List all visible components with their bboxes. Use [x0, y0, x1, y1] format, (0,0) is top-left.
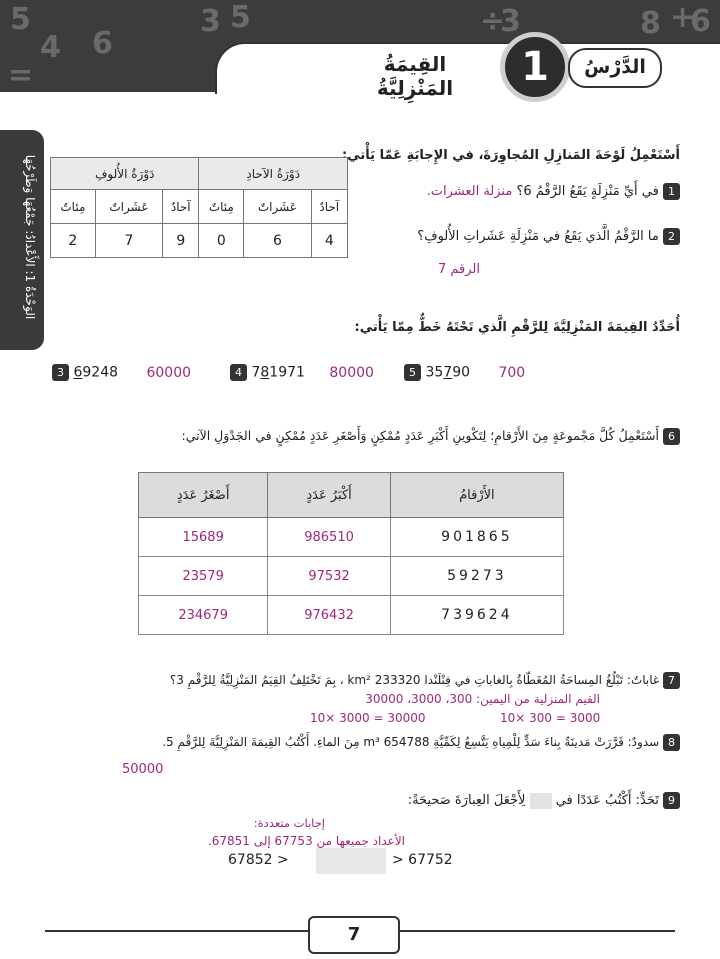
value-cell: 6	[244, 224, 311, 258]
question-2	[417, 228, 680, 245]
question-number: 1	[663, 183, 680, 200]
question-number: 5	[404, 364, 421, 381]
answer-q9-line2: الأعداد جميعها من 67753 إلى 67851.	[207, 834, 405, 848]
underlined-digit: 6	[73, 364, 83, 381]
number-prefix: 7	[251, 364, 261, 381]
deco-digit: 3	[500, 4, 521, 39]
digits-table	[138, 472, 564, 635]
question-8	[162, 734, 680, 751]
group-header-ones: دَوْرَةُ الآحادِ	[199, 158, 348, 190]
unit-side-text	[18, 127, 42, 347]
deco-digit: 3	[200, 4, 221, 39]
question-text-b: لِأَجْعَلَ العِبارَةَ صَحيحَةً:	[407, 793, 526, 808]
smallest-cell: 234679	[139, 596, 268, 635]
unit-topic: الأَعْدادُ: جَمْعُهَا وَطَرْحُهَا	[23, 154, 37, 267]
question-text: في أَيِّ مَنْزِلَةٍ يَقَعُ الرَّقْمُ 6؟	[516, 184, 659, 199]
table-row	[139, 518, 564, 557]
answer: 80000	[329, 364, 374, 381]
section-instruction: أُحَدِّدُ القِيمَةَ المَنْزِلِيَّةَ لِلرَّقْمِ الَّذي تَحْتَهُ خَطٌّ مِمّا يَأْتي:	[354, 320, 680, 335]
answer-q8: 50000	[122, 762, 164, 777]
value-cell: 9	[163, 224, 199, 258]
underlined-digit: 8	[260, 364, 270, 381]
table-row	[139, 596, 564, 635]
question-number: 9	[663, 792, 680, 809]
question-number: 4	[230, 364, 247, 381]
answer: 60000	[146, 364, 192, 381]
question-number: 8	[663, 734, 680, 751]
blank-box-icon	[530, 793, 552, 809]
largest-cell: 97532	[268, 557, 390, 596]
digits-cell: 739624	[390, 596, 563, 635]
value-cell: 4	[311, 224, 347, 258]
inequality-left: 67852 >	[228, 852, 289, 868]
answer-blank-input[interactable]	[316, 848, 386, 874]
page-title: القِيمَةُ المَنْزِلِيَّةُ	[376, 52, 454, 100]
inequality-right: > 67752	[392, 852, 453, 868]
question-4	[230, 364, 374, 381]
lesson-number: 1	[500, 32, 570, 102]
value-cell: 0	[199, 224, 244, 258]
smallest-cell: 23579	[139, 557, 268, 596]
subheader-cell: آحادٌ	[163, 190, 199, 224]
unit-label: الوَحْدَةُ 1:	[23, 270, 37, 320]
answer-q2: الرقم 7	[437, 262, 480, 277]
value-cell: 2	[51, 224, 96, 258]
question-6	[182, 428, 681, 445]
answer: منزلة العشرات.	[426, 184, 513, 199]
number-suffix: 9248	[82, 364, 119, 381]
question-3	[52, 364, 191, 381]
header-largest: أَكْبَرُ عَدَدٍ	[268, 473, 390, 518]
answer: 700	[498, 364, 526, 381]
deco-digit: 4	[40, 30, 61, 65]
digits-cell: 59273	[390, 557, 563, 596]
smallest-cell: 15689	[139, 518, 268, 557]
digits-cell: 901865	[390, 518, 563, 557]
intro-instruction: أَسْتَعْمِلُ لَوْحَةَ المَنازِلِ المُجاوِرَةَ، في الإِجابَةِ عَمّا يَأْتي:	[342, 148, 680, 163]
group-header-thousands: دَوْرَةُ الأُلوفِ	[51, 158, 199, 190]
deco-digit: 6	[690, 4, 711, 39]
place-value-table	[50, 157, 348, 258]
deco-digit: +	[670, 0, 696, 35]
deco-digit: 8	[640, 6, 661, 41]
answer-q9-line1: إجابات متعددة:	[253, 816, 325, 830]
question-9	[408, 792, 680, 809]
number-suffix: 90	[452, 364, 471, 381]
subheader-cell: آحادٌ	[311, 190, 347, 224]
table-row	[139, 557, 564, 596]
largest-cell: 986510	[268, 518, 390, 557]
largest-cell: 976432	[268, 596, 390, 635]
question-text: سدودٌ: قَرَّرَتْ مَدينَةٌ بِناءَ سَدٍّ لِلْمِياهِ يَتَّسِعُ لِكَمِّيَّةِ 654788 m³ مِنَ الماءِ. أَكْتُبُ القِيمَةَ المَنْزِلِيَّةَ لِلرَّقْمِ 5.	[162, 735, 660, 749]
question-5	[404, 364, 525, 381]
question-number: 3	[52, 364, 69, 381]
question-text: غاباتٌ: تَبْلُغُ المِساحَةُ المُغَطّاةُ بِالغاباتِ في فِنْلَنْدا 233320 km² ، بِمَ تَخْتَلِفُ القِيَمُ المَنْزِلِيَّةُ لِلرَّقْمِ 3؟	[169, 673, 660, 687]
answer-q7-calc-a: 10× 300 = 3000	[500, 711, 601, 725]
question-text-a: تَحَدٍّ: أَكْتُبُ عَدَدًا في	[555, 793, 659, 808]
subheader-cell: مِئاتٌ	[199, 190, 244, 224]
deco-digit: 5	[230, 0, 251, 35]
subheader-cell: عَشَراتٌ	[95, 190, 162, 224]
deco-digit: =	[8, 58, 34, 92]
number-suffix: 1971	[269, 364, 305, 381]
value-cell: 7	[95, 224, 162, 258]
answer-q7-calc-b: 10× 3000 = 30000	[310, 711, 426, 725]
question-number: 6	[663, 428, 680, 445]
question-number: 2	[663, 228, 680, 245]
header-digits: الأَرْقامُ	[390, 473, 563, 518]
subheader-cell: عَشَراتٌ	[244, 190, 311, 224]
lesson-label: الدَّرْسُ	[568, 48, 662, 88]
underlined-digit: 7	[443, 364, 453, 381]
question-text: ما الرَّقْمُ الَّذي يَقَعُ في مَنْزِلَةِ عَشَراتِ الأُلوفِ؟	[417, 229, 659, 244]
question-1	[427, 183, 680, 200]
header-smallest: أَصْغَرُ عَدَدٍ	[139, 473, 268, 518]
deco-digit: 5	[10, 2, 31, 37]
page-number: 7	[308, 916, 400, 954]
question-number: 7	[663, 672, 680, 689]
number-prefix: 35	[425, 364, 444, 381]
deco-digit: 6	[92, 26, 113, 61]
answer-q7-line1: القيم المنزلية من اليمين: 300، 3000، 30000	[365, 692, 600, 706]
subheader-cell: مِئاتٌ	[51, 190, 96, 224]
question-text: أَسْتَعْمِلُ كُلَّ مَجْموعَةٍ مِنَ الأَرْقامِ؛ لِتَكْوينِ أَكْبَرِ عَدَدٍ مُمْكِنٍ وَأَصْغَرِ عَدَدٍ مُمْكِنٍ في الجَدْوَلِ الآتي:	[181, 428, 660, 443]
deco-digit: ÷	[480, 4, 506, 39]
question-7	[170, 672, 680, 689]
